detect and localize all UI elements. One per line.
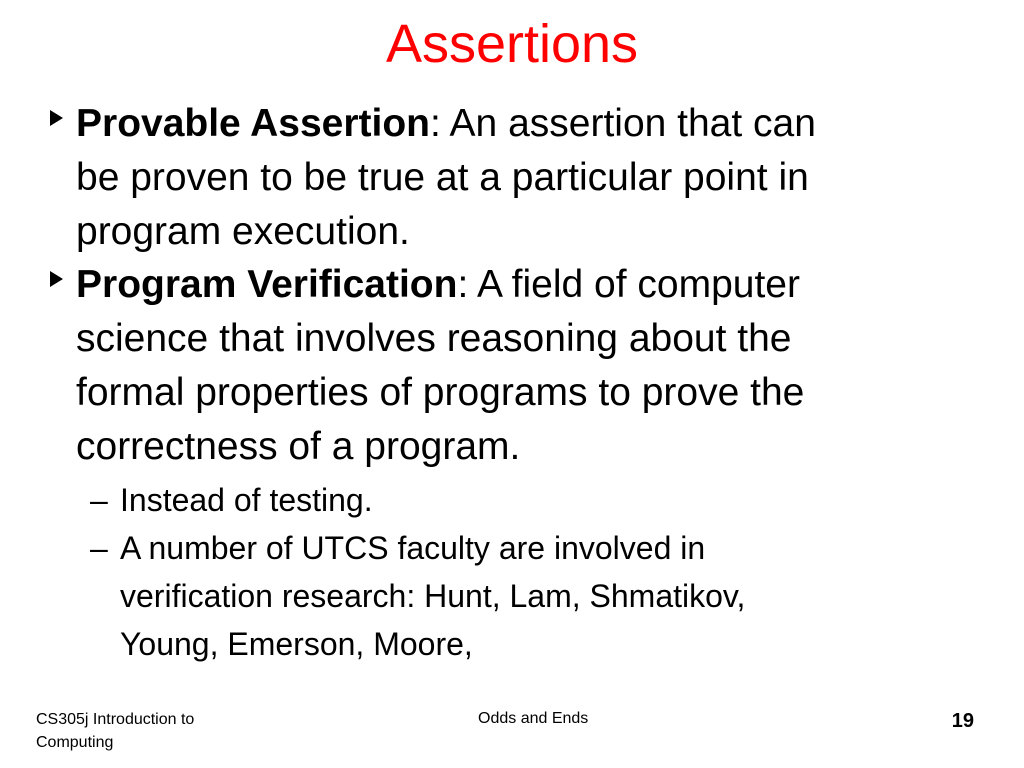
bullet-provable-assertion (50, 97, 970, 259)
bullet-arrow-icon (50, 110, 63, 126)
bullet-program-verification (50, 258, 970, 474)
bullet-text: : An assertion that can (430, 102, 816, 145)
dash-marker: – (90, 530, 108, 566)
sub-bullet-continuation: Young, Emerson, Moore, (120, 626, 473, 662)
sub-bullet-item (90, 476, 970, 524)
sub-bullet-text: A number of UTCS faculty are involved in (120, 530, 706, 566)
bullet-text: : A field of computer (457, 263, 800, 306)
bullet-text: be proven to be true at a particular point in (76, 156, 809, 199)
bullet-text: program execution. (76, 210, 410, 253)
dash-marker: – (90, 482, 108, 518)
sub-bullet-list (90, 476, 970, 668)
slide-title: Assertions (385, 14, 639, 74)
sub-bullet-item (90, 524, 970, 572)
footer-course-line: Computing (36, 734, 114, 751)
bullet-term: Provable Assertion (76, 102, 431, 145)
bullet-arrow-icon (50, 271, 63, 287)
bullet-term: Program Verification (76, 263, 458, 306)
sub-bullet-continuation: verification research: Hunt, Lam, Shmatikov, (120, 578, 746, 614)
footer-course-line: CS305j Introduction to (36, 711, 195, 728)
footer-topic: Odds and Ends (478, 710, 589, 727)
bullet-text: correctness of a program. (76, 425, 521, 468)
bullet-line (50, 97, 970, 151)
bullet-line (50, 258, 970, 312)
bullet-text: formal properties of programs to prove the (76, 371, 805, 414)
sub-bullet-text: Instead of testing. (120, 482, 373, 518)
bullet-text: science that involves reasoning about the (76, 317, 792, 360)
footer-course (36, 708, 266, 754)
page-number: 19 (951, 710, 974, 732)
